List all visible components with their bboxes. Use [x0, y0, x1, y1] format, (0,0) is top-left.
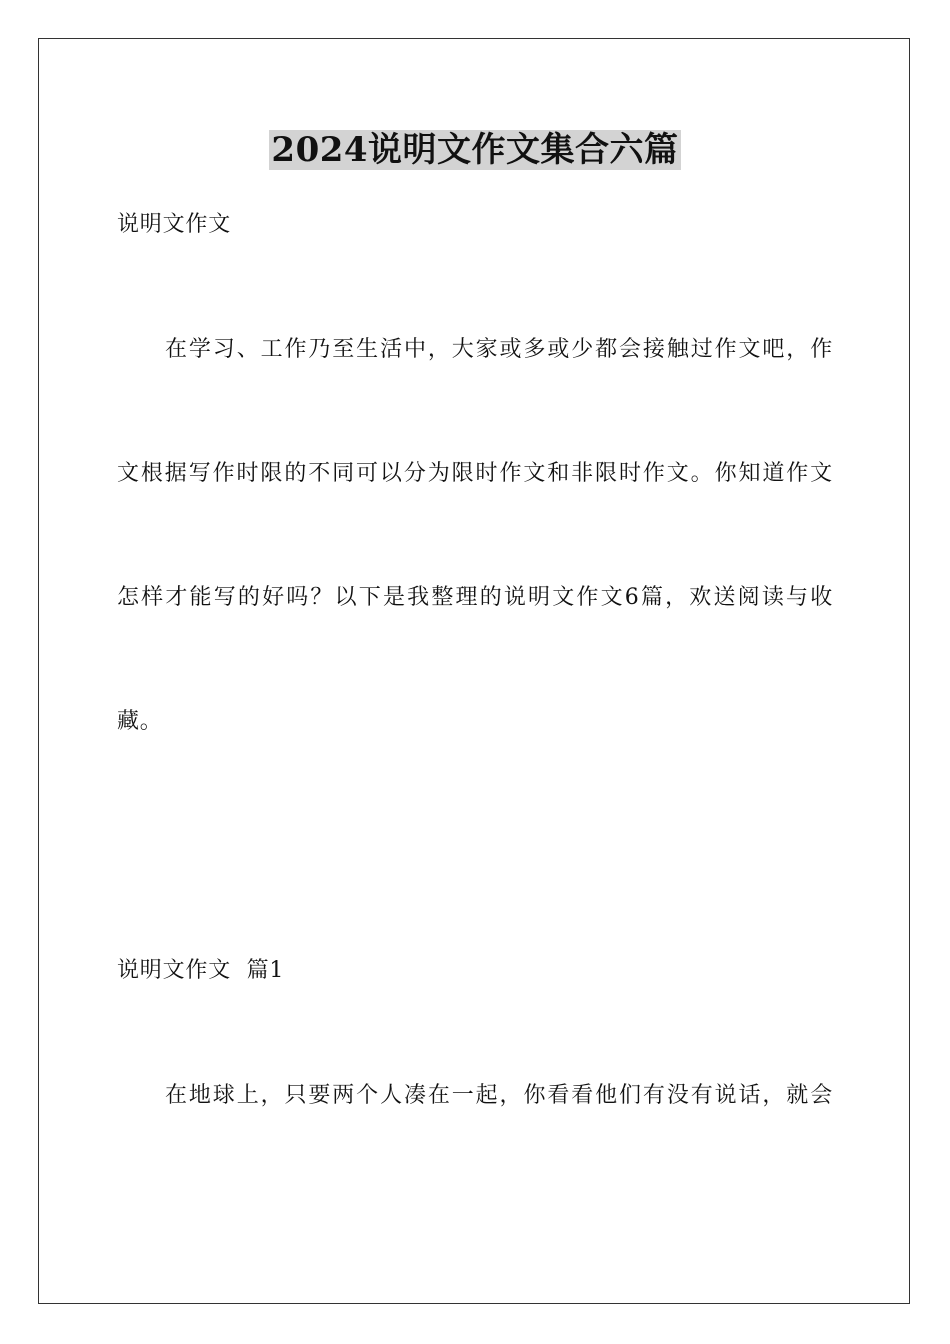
intro-paragraph-line-4: 藏。: [117, 709, 163, 734]
intro-paragraph-line-2: 文根据写作时限的不同可以分为限时作文和非限时作文。你知道作文: [117, 461, 833, 486]
section-1-paragraph-line-1: 在地球上，只要两个人凑在一起，你看看他们有没有说话，就会: [165, 1083, 833, 1108]
intro-heading: 说明文作文: [117, 212, 232, 237]
section-1-heading: 说明文作文 篇1: [117, 958, 285, 983]
document-title: [0, 128, 950, 172]
intro-paragraph-line-3: 怎样才能写的好吗？以下是我整理的说明文作文6篇，欢送阅读与收: [117, 585, 833, 610]
document-title-text: 2024说明文作文集合六篇: [271, 130, 679, 170]
intro-paragraph-line-1: 在学习、工作乃至生活中，大家或多或少都会接触过作文吧，作: [165, 337, 833, 362]
